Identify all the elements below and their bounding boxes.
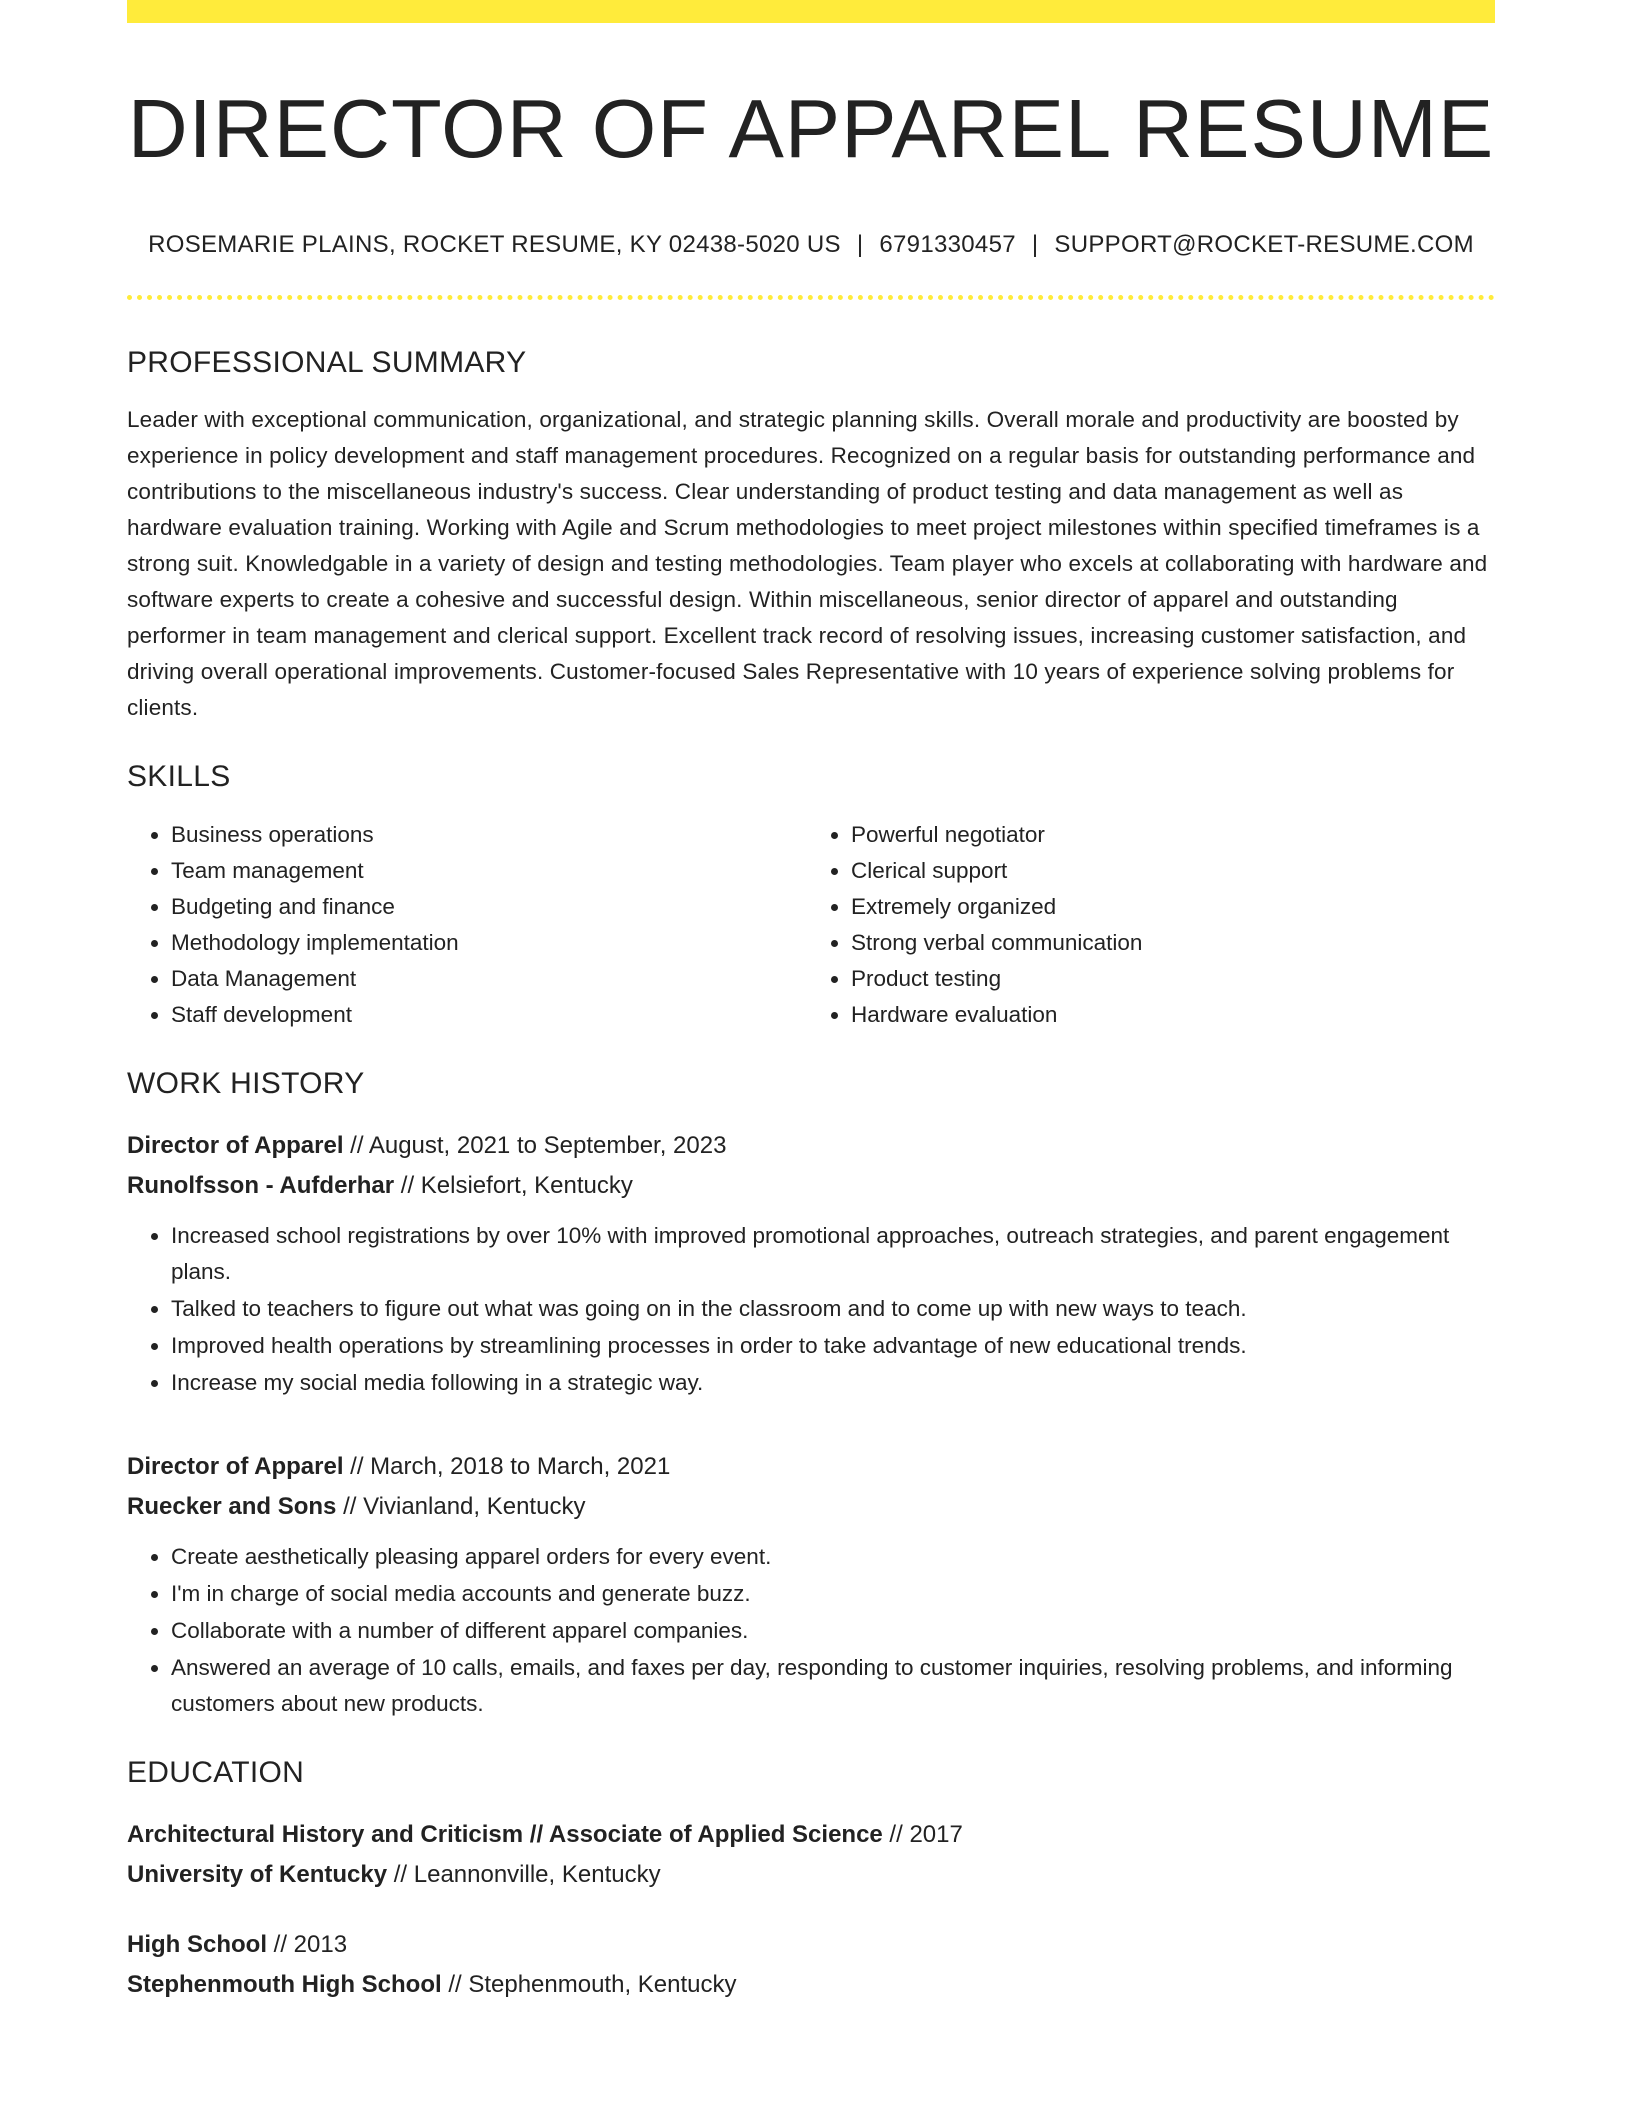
job-company: Ruecker and Sons xyxy=(127,1493,337,1521)
job-entry xyxy=(127,1126,1495,1401)
education-degree-line xyxy=(127,1815,1495,1855)
skills-list xyxy=(127,817,1495,1033)
skills-heading: SKILLS xyxy=(127,760,231,794)
education-school: University of Kentucky xyxy=(127,1861,388,1889)
job-header xyxy=(127,1447,1495,1527)
education-school-line xyxy=(127,1965,1495,2005)
education-year: // 2017 xyxy=(882,1821,963,1849)
education-school: Stephenmouth High School xyxy=(127,1971,442,1999)
work-history-heading: WORK HISTORY xyxy=(127,1067,365,1101)
job-bullet: • Create aesthetically pleasing apparel orders for every event. xyxy=(171,1539,1495,1575)
education-location: // Stephenmouth, Kentucky xyxy=(441,1971,737,1999)
job-bullet: • Answered an average of 10 calls, emails, and faxes per day, responding to customer inquiries, resolving problems, and informing customers about new products. xyxy=(171,1650,1495,1722)
job-company-line xyxy=(127,1487,1495,1527)
skills-column-right xyxy=(801,817,1481,1033)
education-heading: EDUCATION xyxy=(127,1756,305,1790)
skill-item: • Business operations xyxy=(171,817,801,853)
job-title-line xyxy=(127,1447,1495,1487)
job-bullet: • Increase my social media following in a strategic way. xyxy=(171,1365,1495,1401)
education-year: // 2013 xyxy=(267,1931,348,1959)
contact-separator: | xyxy=(1031,231,1039,259)
job-header xyxy=(127,1126,1495,1206)
job-dates: // March, 2018 to March, 2021 xyxy=(343,1453,671,1481)
skill-item: • Team management xyxy=(171,853,801,889)
page-title: DIRECTOR OF APPAREL RESUME xyxy=(127,82,1495,175)
job-title: Director of Apparel xyxy=(127,1453,344,1481)
job-company-line xyxy=(127,1166,1495,1206)
education-degree: Architectural History and Criticism // Associate of Applied Science xyxy=(127,1821,883,1849)
skill-item: • Methodology implementation xyxy=(171,925,801,961)
skill-item: • Strong verbal communication xyxy=(851,925,1481,961)
skills-column-left xyxy=(127,817,801,1033)
resume-page xyxy=(127,0,1495,2005)
contact-phone: 6791330457 xyxy=(879,231,1016,259)
skill-item: • Staff development xyxy=(171,997,801,1033)
job-bullet: • Talked to teachers to figure out what was going on in the classroom and to come up with new ways to teach. xyxy=(171,1291,1495,1327)
job-bullet: • Increased school registrations by over 10% with improved promotional approaches, outreach strategies, and parent engagement plans. xyxy=(171,1218,1495,1290)
education-degree: High School xyxy=(127,1931,267,1959)
contact-email: SUPPORT@ROCKET-RESUME.COM xyxy=(1054,231,1474,259)
skill-item: • Data Management xyxy=(171,961,801,997)
skill-item: • Hardware evaluation xyxy=(851,997,1481,1033)
education-location: // Leannonville, Kentucky xyxy=(387,1861,661,1889)
summary-heading: PROFESSIONAL SUMMARY xyxy=(127,346,527,380)
job-dates: // August, 2021 to September, 2023 xyxy=(343,1132,727,1160)
job-bullet: • Improved health operations by streamlining processes in order to take advantage of new educational trends. xyxy=(171,1328,1495,1364)
education-entry xyxy=(127,1925,1495,2005)
dotted-divider xyxy=(127,295,1495,300)
job-bullets xyxy=(127,1218,1495,1401)
skill-item: • Extremely organized xyxy=(851,889,1481,925)
education-school-line xyxy=(127,1855,1495,1895)
job-company: Runolfsson - Aufderhar xyxy=(127,1172,395,1200)
skill-item: • Powerful negotiator xyxy=(851,817,1481,853)
contact-line xyxy=(127,231,1495,259)
job-location: // Kelsiefort, Kentucky xyxy=(394,1172,633,1200)
job-bullet: • Collaborate with a number of different apparel companies. xyxy=(171,1613,1495,1649)
skill-item: • Budgeting and finance xyxy=(171,889,801,925)
job-bullet: • I'm in charge of social media accounts and generate buzz. xyxy=(171,1576,1495,1612)
contact-address: ROSEMARIE PLAINS, ROCKET RESUME, KY 02438-5020 US xyxy=(148,231,841,259)
job-title-line xyxy=(127,1126,1495,1166)
skill-item: • Clerical support xyxy=(851,853,1481,889)
job-title: Director of Apparel xyxy=(127,1132,344,1160)
contact-separator: | xyxy=(856,231,864,259)
education-entry xyxy=(127,1815,1495,1895)
job-bullets xyxy=(127,1539,1495,1722)
accent-top-bar xyxy=(127,0,1495,23)
job-entry xyxy=(127,1447,1495,1722)
summary-text: Leader with exceptional communication, organizational, and strategic planning skills. Overall morale and productivity are boosted by experience in policy development and staff management procedures. Recognized on a regular basis for outstanding performance and contributions to the miscellaneous industry's success. Clear understanding of product testing and data management as well as hardware evaluation training. Working with Agile and Scrum methodologies to meet project milestones within specified timeframes is a strong suit. Knowledgable in a variety of design and testing methodologies. Team player who excels at collaborating with hardware and software experts to create a cohesive and successful design. Within miscellaneous, senior director of apparel and outstanding performer in team management and clerical support. Excellent track record of resolving issues, increasing customer satisfaction, and driving overall operational improvements. Customer-focused Sales Representative with 10 years of experience solving problems for clients. xyxy=(127,407,1488,721)
skill-item: • Product testing xyxy=(851,961,1481,997)
education-degree-line xyxy=(127,1925,1495,1965)
job-location: // Vivianland, Kentucky xyxy=(336,1493,586,1521)
